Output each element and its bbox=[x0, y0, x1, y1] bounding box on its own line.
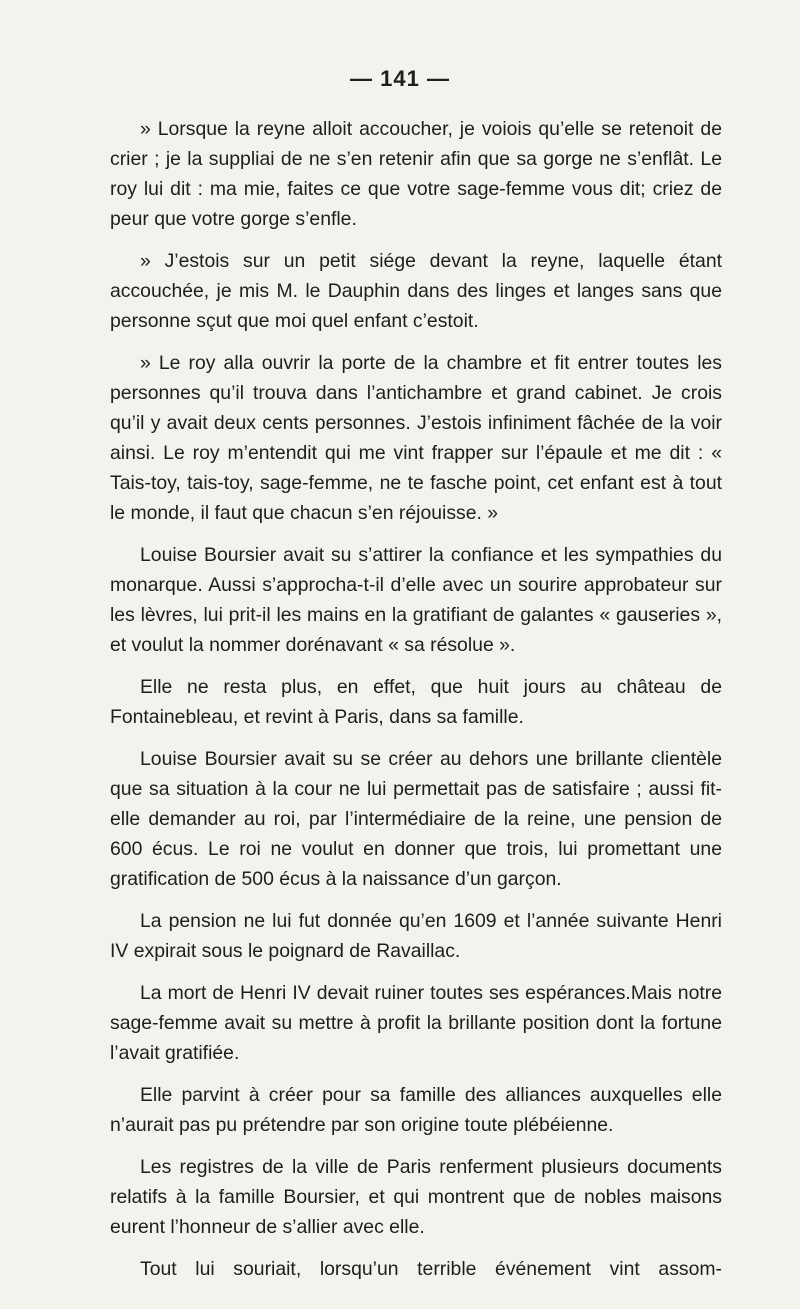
paragraph: Louise Boursier avait su se créer au dehors une brillante clientèle que sa situation à la cour ne lui permettait pas de satisfaire ; aussi fit-elle demander au roi, par l’intermédiaire de la reine, une pension de 600 écus. Le roi ne voulut en donner que trois, lui promettant une gratification de 500 écus à la naissance d’un garçon. bbox=[110, 748, 722, 890]
paragraph: La pension ne lui fut donnée qu’en 1609 et l’année suivante Henri IV expirait sous le poignard de Ravaillac. bbox=[110, 910, 722, 962]
page-number: — 141 — bbox=[350, 66, 450, 91]
paragraph: » Le roy alla ouvrir la porte de la chambre et fit entrer toutes les personnes qu’il trouva dans l’antichambre et grand cabinet. Je crois qu’il y avait deux cents personnes. J’estois infiniment fâchée de la voir ainsi. Le roy m’entendit qui me vint frapper sur l’épaule et me dit : « Tais-toy, tais-toy, sage-femme, ne te fasche point, cet enfant est à tout le monde, il faut que chacun s’en réjouisse. » bbox=[110, 352, 722, 524]
paragraph: La mort de Henri IV devait ruiner toutes ses espérances.Mais notre sage-femme avait su mettre à profit la brillante position dont la fortune l’avait gratifiée. bbox=[110, 982, 722, 1064]
paragraph: Les registres de la ville de Paris renferment plusieurs documents relatifs à la famille Boursier, et qui montrent que de nobles maisons eurent l’honneur de s’allier avec elle. bbox=[110, 1156, 722, 1238]
body-text bbox=[110, 114, 722, 1296]
paragraph: Elle parvint à créer pour sa famille des alliances auxquelles elle n’aurait pas pu prétendre par son origine toute plébéienne. bbox=[110, 1084, 722, 1136]
paragraph: Louise Boursier avait su s’attirer la confiance et les sympathies du monarque. Aussi s’approcha-t-il d’elle avec un sourire approbateur sur les lèvres, lui prit-il les mains en la gratifiant de galantes « gauseries », et voulut la nommer dorénavant « sa résolue ». bbox=[110, 544, 722, 656]
paragraph: Tout lui souriait, lorsqu’un terrible événement vint assom- bbox=[140, 1258, 722, 1280]
paragraph: » Lorsque la reyne alloit accoucher, je voiois qu’elle se retenoit de crier ; je la suppliai de ne s’en retenir afin que sa gorge ne s’enflât. Le roy lui dit : ma mie, faites ce que votre sage-femme vous dit; criez de peur que votre gorge s’enfle. bbox=[110, 118, 722, 230]
paragraph: » J’estois sur un petit siége devant la reyne, laquelle étant accouchée, je mis M. le Dauphin dans des linges et langes sans que personne sçut que moi quel enfant c’estoit. bbox=[110, 250, 722, 332]
paragraph: Elle ne resta plus, en effet, que huit jours au château de Fontainebleau, et revint à Paris, dans sa famille. bbox=[110, 676, 722, 728]
